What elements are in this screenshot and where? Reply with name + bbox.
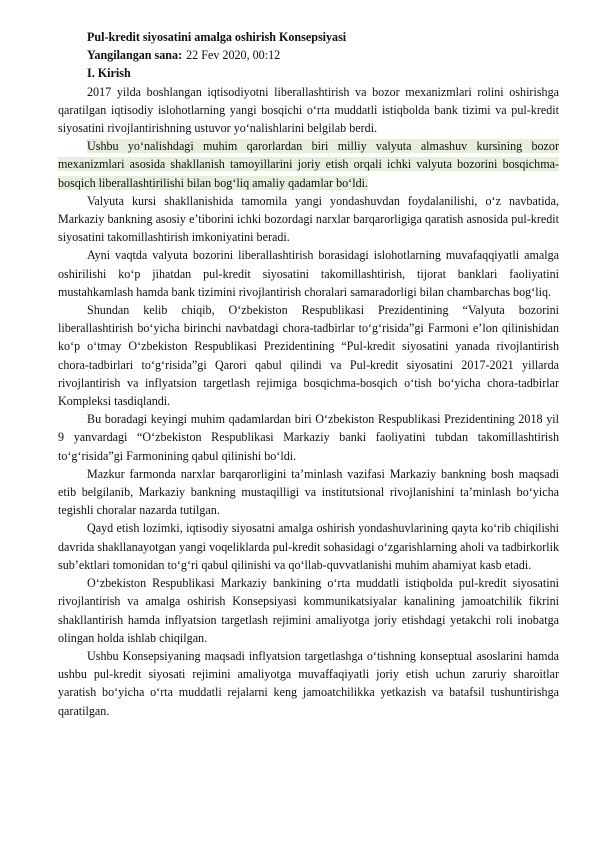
- paragraph-text: Ayni vaqtda valyuta bozorini liberallashtirish borasidagi islohotlarning muvafaqqiyatli amalga oshirilishi ko‘p jihatdan pul-kredit siyosatini takomillashtirish, tijorat banklari faoliyatini mustahkamlash hamda bank tizimini rivojlantirish choralari samaradorligi bilan chambarchas bog‘liq.: [58, 248, 559, 299]
- paragraph-text: O‘zbekiston Respublikasi Markaziy bankining o‘rta muddatli istiqbolda pul-kredit siyosatini rivojlantirish va amalga oshirish Konsepsiyasi kommunikatsiyalar kanalining jamoatchilik fikrini shakllantirish hamda inflyatsion targetlash rejimini amaliyotga joriy etishdagi yetakchi roli inobatga olingan holda ishlab chiqilgan.: [58, 576, 559, 645]
- paragraph-5: [58, 301, 559, 410]
- paragraph-text: 2017 yilda boshlangan iqtisodiyotni liberallashtirish va bozor mexanizmlari rolini oshirishga qaratilgan iqtisodiy islohotlarning yangi bosqichi o‘rta muddatli istiqbolda bank tizimi va pul-kredit siyosatini rivojlantirishning ustuvor yo‘nalishlarini belgilab berdi.: [58, 84, 559, 136]
- paragraph-text: Ushbu Konsepsiyaning maqsadi inflyatsion targetlashga o‘tishning konseptual asoslarini hamda ushbu pul-kredit siyosati rejimini amaliyotga muvaffaqiyatli joriy etish uchun zaruriy sharoitlar yaratish bo‘yicha o‘rta muddatli rejalarni keng jamoatchilikka yetkazish va batafsil tushuntirishga qaratilgan.: [58, 648, 559, 718]
- paragraph-9: [58, 574, 559, 647]
- document-body: [58, 28, 559, 720]
- section-heading: I. Kirish: [87, 66, 131, 81]
- paragraph-3: [58, 192, 559, 247]
- paragraph-text: Shundan kelib chiqib, O‘zbekiston Respublikasi Prezidentining “Valyuta bozorini liberallashtirish bo‘yicha birinchi navbatdagi chora-tadbirlar to‘g‘risida”gi Farmoni e’lon qilinishidan ko‘p o‘tmay O‘zbekiston Respublikasi Prezidentining “Pul-kredit siyosatini yanada rivojlantirish chora-tadbirlari to‘g‘risida”gi Qarori qabul qilindi va Pul-kredit siyosatini 2017-2021 yillarda rivojlantirish va inflyatsion targetlash rejimiga bosqichma-bosqich o‘tish bo‘yicha chora-tadbirlar Kompleksi tasdiqlandi.: [58, 303, 559, 409]
- paragraph-text: Mazkur farmonda narxlar barqarorligini ta’minlash vazifasi Markaziy bankning bosh maqsadi etib belgilanib, Markaziy bankning mustaqilligi va institutsional rivojlanishini ta’minlash bo‘yicha tegishli choralar nazarda tutilgan.: [58, 466, 559, 518]
- paragraph-2: [58, 137, 559, 192]
- paragraph-text: Bu boradagi keyingi muhim qadamlardan biri O‘zbekiston Respublikasi Prezidentining 2018 yil 9 yanvardagi “O‘zbekiston Respublikasi Markaziy banki faoliyatini tubdan takomillashtirish to‘g‘risida”gi Farmonining qabul qilinishi bo‘ldi.: [58, 412, 559, 463]
- document-title: Pul-kredit siyosatini amalga oshirish Konsepsiyasi: [87, 30, 347, 44]
- updated-label: Yangilangan sana:: [87, 48, 183, 63]
- paragraph-7: [58, 465, 559, 520]
- paragraph-text: Ushbu yo‘nalishdagi muhim qarorlardan biri milliy valyuta almashuv kursining bozor mexanizmlari asosida shakllanish tamoyillarini joriy etish orqali ichki valyuta bozorini bosqichma-bosqich liberallashtirilishi bilan bog‘liq amaliy qadamlar bo‘ldi.: [58, 139, 559, 190]
- paragraph-8: [58, 519, 559, 574]
- paragraph-1: [58, 83, 559, 138]
- paragraph-text: Qayd etish lozimki, iqtisodiy siyosatni amalga oshirish yondashuvlarining qayta ko‘rib chiqilishi davrida shakllanayotgan yangi voqeliklarda pul-kredit sohasidagi o‘zgarishlarning aholi va tadbirkorlik sub’ektlari tomonidan to‘g‘ri qabul qilinishi va qo‘llab-quvvatlanishi muhim ahamiyat kasb etadi.: [58, 521, 559, 572]
- paragraph-10: [58, 647, 559, 720]
- updated-line: [58, 46, 559, 64]
- updated-value: 22 Fev 2020, 00:12: [186, 48, 281, 63]
- paragraph-6: [58, 410, 559, 465]
- paragraph-4: [58, 246, 559, 301]
- paragraph-text: Valyuta kursi shakllanishida tamomila yangi yondashuvdan foydalanilishi, o‘z navbatida, Markaziy bankning asosiy e’tiborini ichki bozordagi narxlar barqarorligiga qaratish asnosida pul-kredit siyosatini takomillashtirish imkoniyatini beradi.: [58, 193, 559, 245]
